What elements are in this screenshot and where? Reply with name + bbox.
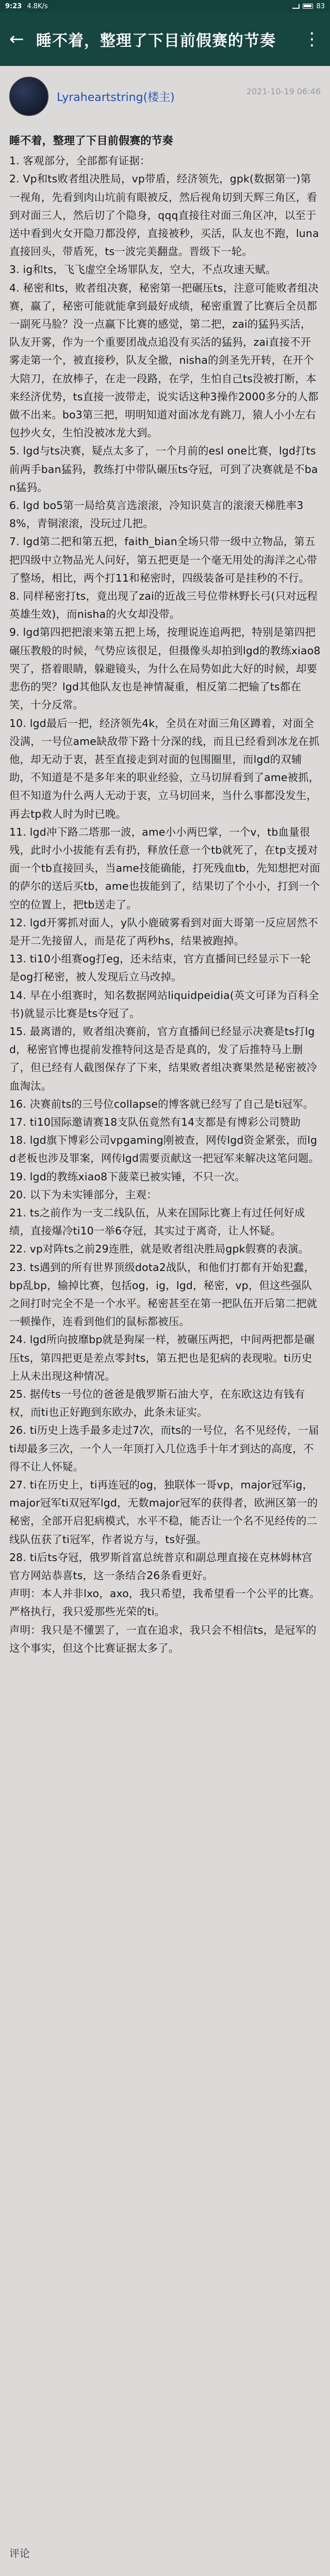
- post-paragraph: 3. ig和ts，飞飞虚空全场罪队友，空大，不点攻速天赋。: [9, 263, 276, 276]
- post-paragraph: 11. lgd冲下路二塔那一波，ame小小两巴掌，一个v，tb血量很残，此时小小拔能有丢有扔，释放任意一个tb就死了，在tp支援对面一个tb直接回头，当ame技能确能，打死残血tb，先知想把对面的萨尔的送后买tb，ame也拔能到了，结果切了个小小，打到一个空的位置上，把tb送走了。: [9, 825, 320, 911]
- post-heading: 睡不着，整理了下目前假赛的节奏: [9, 134, 173, 147]
- post: [0, 66, 330, 1657]
- post-paragraph: 4. 秘密和ts，败者组决赛，秘密第一把碾压ts，注意可能败者组决赛，赢了，秘密可能就能拿到最好成绩，秘密重置了比赛后全员都一副死马脸？没一点赢下比赛的感觉，第二把，zai的猛犸买活，队友开雾，作为一个重要团战点追没有买活的猛犸，zai直接不开雾走第一个，被直接秒，队友全撤，nisha的剑圣先开转，在开个大陪刀，在放棒子，在走一段路，在学，生怕自己ts没被打断，本来经济优势，ts直接一波带走，说实话这种3操作2000多分的人都做不出来。bo3第三把，明明知道对面冰龙有跳刀，猿人小小左右包抄火女，生怕没被冰龙大到。: [9, 281, 319, 439]
- status-time: 9:23: [5, 2, 22, 10]
- post-body: [9, 132, 321, 1657]
- battery-level: 83: [316, 2, 325, 10]
- post-paragraph: 24. lgd所向披靡bp就是狗屎一样，被碾压两把，中间两把都是碾压ts，第四把更是差点零封ts，第五把也是犯病的表现啦。ti历史上从未出现这种情况。: [9, 1333, 315, 1382]
- post-paragraph: 14. 早在小组赛时，知名数据网站liquidpeidia(英文可译为百科全书)就显示比赛是ts夺冠了。: [9, 989, 319, 1020]
- post-paragraph: 26. ti历史上选手最多走过7次，而ts的一号位，名不见经传，一届ti却最多三次，一个人一年顶打入几位选手十年才到达的高度，不得不让人怀疑。: [9, 1424, 319, 1473]
- app-bar: [0, 12, 330, 66]
- post-paragraph: 6. lgd bo5第一局给莫言选滚滚，冷知识莫言的滚滚天梯胜率38%，青铜滚滚，没玩过几把。: [9, 499, 304, 530]
- post-paragraph: 13. ti10小组赛og打eg，还未结束，官方直播间已经显示下一轮是og打秘密，被人发现后立马改掉。: [9, 953, 311, 984]
- author-name[interactable]: Lyraheartstring(楼主): [57, 91, 175, 104]
- post-paragraph: 25. 据传ts一号位的爸爸是俄罗斯石油大亨，在东欧这边有钱有权，而ti也正好跑到东欧办，此条未证实。: [9, 1388, 305, 1419]
- post-paragraph: 17. ti10国际邀请赛18支队伍竟然有14支都是有博彩公司赞助: [9, 1115, 301, 1128]
- post-paragraph: 27. ti在历史上，ti再连冠的og，独联体一哥vp，major冠军ig，major冠军ti双冠军lgd，无数major冠军的获得者，欧洲区第一的秘密，全部开启犯病模式，水平不稳，能否让一个名不见经传的二线队伍获了ti冠军，作者说方与，ts好强。: [9, 1479, 318, 1546]
- back-arrow-icon[interactable]: ←: [9, 29, 24, 49]
- post-time: 2021-10-19 06:46: [246, 87, 321, 96]
- post-paragraph: 15. 最离谱的，败者组决赛前，官方直播间已经显示决赛是ts打lgd，秘密官博也提前发推特问这是否是真的，发了后推特马上删了，但已经有人截图保存了下来，结果败者组决赛果然是秘密被冷血淘汰。: [9, 1025, 318, 1092]
- post-paragraph: 2. Vp和ts败者组决胜局，vp带盾，经济领先，gpk(数据第一)第一视角，先看到肉山坑前有眼被反，然后视角切到天辉三角区，看到对面三人，然后切了个隐身，qqq直接往对面三角区冲，以至于送中看到火女开隐刀都没停，直接被秒，买活，队友也不跑，luna直接回头，带盾死，ts一波完美翻盘。晋级下一轮。: [9, 173, 319, 258]
- status-bar: [0, 0, 330, 12]
- author-avatar[interactable]: [9, 77, 48, 116]
- post-paragraph: 声明：我只是不懂罢了，一直在追求，我只会不相信ts，是冠军的这个事实，但这个比赛证据太多了。: [9, 1623, 317, 1654]
- page-title: 睡不着，整理了下目前假赛的节奏: [36, 32, 276, 50]
- author-row: [9, 66, 321, 127]
- post-paragraph: 12. lgd开雾抓对面人，y队小鹿破雾看到对面大哥第一反应居然不是开二先接留人，而是花了两秒hs，结果被跑掉。: [9, 916, 318, 947]
- status-right: [292, 3, 325, 10]
- post-paragraph: 19. lgd的教练xiao8下菠菜已被实锤，不只一次。: [9, 1170, 245, 1183]
- post-paragraph: 22. vp对阵ts之前29连胜，就是败者组决胜局gpk假赛的表演。: [9, 1243, 309, 1256]
- battery-icon: [303, 4, 313, 9]
- post-paragraph: 21. ts之前作为一支二线队伍，从来在国际比赛上有过任何好成绩，直接爆冷ti10一举6夺冠，其实过于离奇，让人怀疑。: [9, 1206, 305, 1238]
- post-paragraph: 9. lgd第四把把滚来第五把上场，按理说连追两把，特别是第四把碾压教般的时候，气势应该很足，但摄像头却拍到lgd的教练xiao8哭了，搭着眼睛，躲避镜头，为什么在局势如此大好的时候，却要悲伤的哭？lgd其他队友也是神情凝重，相反第二把输了ts都在笑，十分反常。: [9, 626, 321, 711]
- post-paragraph: 5. lgd与ts决赛，疑点太多了，一个月前的esl one比赛，lgd打ts前两手ban猛犸，教练打中带队碾压ts夺冠，可到了决赛就是不ban猛犸。: [9, 445, 318, 494]
- post-paragraph: 28. ti后ts夺冠，俄罗斯首富总统普京和副总理直接在克林姆林宫官方网站恭喜ts，这一条结合26条看更好。: [9, 1551, 312, 1582]
- post-paragraph: 1. 客观部分，全部都有证据：: [9, 155, 151, 167]
- post-paragraph: 23. ts遇到的所有世界顶级dota2战队，和他们打都有开始犯蠢，bp乱bp，输掉比赛，包括og，ig，lgd，秘密，vp，但这些强队之间打时完全不是一个水平。秘密甚至在第一把队伍开后第二把就一顿操作，连看到他们的鼠标都被压。: [9, 1261, 318, 1328]
- post-paragraph: 18. lgd旗下博彩公司vpgaming刚被查，网传lgd资金紧张，而lgd老板也涉及罪案，网传lgd需要贡献这一把冠军来解决这笔问题。: [9, 1134, 320, 1165]
- author-info: [57, 89, 246, 105]
- post-paragraph: 7. lgd第二把和第五把，faith_bian全场只带一级中立物品，第五把四级中立物品光人问好，第五把更是一个毫无用处的海洋之心带了整场，相比，两个打11和秘密时，四级装备可是挂秒的不行。: [9, 535, 318, 584]
- comments-label: 评论: [9, 2547, 30, 2560]
- post-paragraph: 8. 同样秘密打ts，竟出现了zai的近战三号位带林野长弓(只对远程英雄生效)，而nisha的火女却没带。: [9, 590, 318, 621]
- more-vertical-icon[interactable]: ⋮: [303, 29, 321, 49]
- signal-icon: [292, 4, 300, 9]
- post-paragraph: 20. 以下为未实锤部分，主观：: [9, 1188, 157, 1201]
- post-paragraph: 10. lgd最后一把，经济领先4k，全员在对面三角区蹲着，对面全没满，一号位ame缺敌带下路十分深的线，而且已经看到冰龙在抓他，却无动于衷，甚至直接走到对面的包围圈里，而lgd的双辅助，不知道是不是多年来的职业经验，立马切屏看到了ame被抓，但不知道为什么两人无动于衷，立马切回来，当什么事都没发生，再去tp救人时为时已晚。: [9, 717, 320, 820]
- network-speed: 4.8K/s: [27, 2, 48, 10]
- post-paragraph: 16. 决赛前ts的三号位collapse的博客就已经写了自己是ti冠军。: [9, 1097, 314, 1110]
- post-paragraph: 声明：本人并非lxo，axo，我只希望，我希望看一个公平的比赛。严格执行，我只爱那些光荣的ti。: [9, 1587, 320, 1618]
